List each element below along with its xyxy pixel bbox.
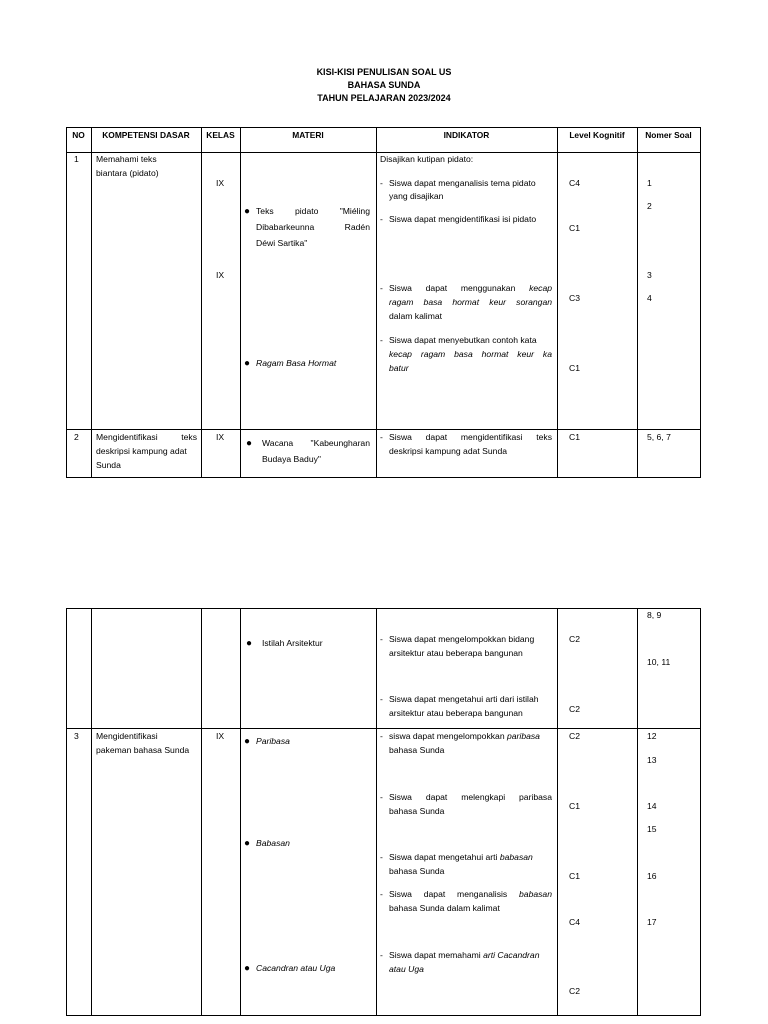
- row3-indikator-3-line1: Siswa dapat mengetahui arti babasan: [389, 852, 533, 862]
- dash-icon: -: [380, 852, 383, 862]
- row2-indikator-line2: deskripsi kampung adat Sunda: [389, 446, 508, 456]
- row2b-materi: Istilah Arsitektur: [262, 638, 323, 648]
- row1-indikator-4-line1: Siswa dapat menyebutkan contoh kata: [389, 335, 537, 345]
- row3-materi-a: Paribasa: [256, 736, 290, 746]
- dash-icon: -: [380, 889, 383, 899]
- dash-icon: -: [380, 335, 383, 345]
- row2b-nomer-2: 10, 11: [647, 657, 671, 667]
- row2-no: 2: [74, 432, 79, 442]
- row1-materi-a-line2: Dibabarkeunna Radén: [256, 222, 370, 232]
- row1-nomer-4: 4: [647, 293, 652, 303]
- row2-nomer: 5, 6, 7: [647, 432, 671, 442]
- row1-level-4: C1: [569, 363, 580, 373]
- row3-indikator-5-line1: Siswa dapat memahami arti Cacandran: [389, 950, 540, 960]
- row2b-indikator-2-line2: arsitektur atau beberapa bangunan: [389, 708, 523, 718]
- row3-level-1: C2: [569, 731, 580, 741]
- row3-nomer-1: 12: [647, 731, 657, 741]
- row2-level: C1: [569, 432, 580, 442]
- bullet-icon: ●: [246, 438, 253, 449]
- row1-kd-line2: biantara (pidato): [96, 168, 159, 178]
- dash-icon: -: [380, 283, 383, 293]
- row3-kd-line1: Mengidentifikasi: [96, 731, 158, 741]
- dash-icon: -: [380, 731, 383, 741]
- row3-indikator-4-line1: Siswa dapat menganalisis babasan: [389, 889, 552, 899]
- row2-kd-line2: deskripsi kampung adat: [96, 446, 187, 456]
- row1-indikator-intro: Disajikan kutipan pidato:: [380, 154, 474, 164]
- row1-indikator-3-line2: ragam basa hormat keur sorangan: [389, 297, 552, 307]
- document-subject: BAHASA SUNDA: [347, 80, 421, 90]
- row1-nomer-3: 3: [647, 270, 652, 280]
- dash-icon: -: [380, 432, 383, 442]
- dash-icon: -: [380, 950, 383, 960]
- row3-materi-b: Babasan: [256, 838, 290, 848]
- bullet-icon: ●: [244, 206, 251, 217]
- bullet-icon: ●: [244, 838, 251, 849]
- row3-indikator-4-line2: bahasa Sunda dalam kalimat: [389, 903, 500, 913]
- header-kelas: KELAS: [206, 130, 235, 140]
- row3-indikator-1-line2: bahasa Sunda: [389, 745, 445, 755]
- header-kompetensi-dasar: KOMPETENSI DASAR: [102, 130, 190, 140]
- row3-nomer-4: 15: [647, 824, 657, 834]
- row2-indikator-line1: Siswa dapat mengidentifikasi teks: [389, 432, 552, 442]
- row1-level-3: C3: [569, 293, 580, 303]
- row1-indikator-1-line1: Siswa dapat menganalisis tema pidato: [389, 178, 536, 188]
- document-year: TAHUN PELAJARAN 2023/2024: [317, 93, 451, 103]
- bullet-icon: ●: [244, 963, 251, 974]
- row1-kelas-a: IX: [216, 178, 225, 188]
- row2b-level-2: C2: [569, 704, 580, 714]
- row2-materi-line1: Wacana "Kabeungharan: [262, 438, 370, 448]
- bullet-icon: ●: [244, 358, 251, 369]
- dash-icon: -: [380, 792, 383, 802]
- row1-level-2: C1: [569, 223, 580, 233]
- row1-no: 1: [74, 154, 79, 164]
- row3-indikator-1-line1: siswa dapat mengelompokkan paribasa: [389, 731, 540, 741]
- row3-nomer-2: 13: [647, 755, 657, 765]
- row1-kd-line1: Memahami teks: [96, 154, 157, 164]
- row1-level-1: C4: [569, 178, 580, 188]
- row1-nomer-1: 1: [647, 178, 652, 188]
- dash-icon: -: [380, 178, 383, 188]
- row2-materi-line2: Budaya Baduy": [262, 454, 321, 464]
- header-nomer-soal: Nomer Soal: [645, 130, 692, 140]
- row1-indikator-3-line3: dalam kalimat: [389, 311, 443, 321]
- document-title: KISI-KISI PENULISAN SOAL US: [316, 67, 452, 77]
- row1-materi-a-line1: Teks pidato "Miéling: [256, 206, 370, 216]
- row2-kelas: IX: [216, 432, 225, 442]
- row3-nomer-6: 17: [647, 917, 657, 927]
- header-indikator: INDIKATOR: [443, 130, 490, 140]
- header-materi: MATERI: [292, 130, 324, 140]
- row2-kd-line1: Mengidentifikasi teks: [96, 432, 197, 442]
- row3-indikator-3-line2: bahasa Sunda: [389, 866, 445, 876]
- bullet-icon: ●: [246, 638, 253, 649]
- row1-kelas-b: IX: [216, 270, 225, 280]
- header-level-kognitif: Level Kognitif: [569, 130, 625, 140]
- dash-icon: -: [380, 214, 383, 224]
- row2b-indikator-1-line2: arsitektur atau beberapa bangunan: [389, 648, 523, 658]
- row3-level-4: C4: [569, 917, 580, 927]
- row3-level-3: C1: [569, 871, 580, 881]
- row3-nomer-3: 14: [647, 801, 657, 811]
- row3-kelas: IX: [216, 731, 225, 741]
- dash-icon: -: [380, 694, 383, 704]
- row1-materi-b: Ragam Basa Hormat: [256, 358, 337, 368]
- row1-indikator-4-line2: kecap ragam basa hormat keur ka: [389, 349, 552, 359]
- row3-nomer-5: 16: [647, 871, 657, 881]
- row1-indikator-2: Siswa dapat mengidentifikasi isi pidato: [389, 214, 537, 224]
- row1-materi-a-line3: Déwi Sartika": [256, 238, 308, 248]
- row3-indikator-2-line1: Siswa dapat melengkapi paribasa: [389, 792, 552, 802]
- row1-indikator-1-line2: yang disajikan: [389, 191, 444, 201]
- row2b-indikator-1-line1: Siswa dapat mengelompokkan bidang: [389, 634, 535, 644]
- row2-kd-line3: Sunda: [96, 460, 121, 470]
- row1-indikator-3-line1: Siswa dapat menggunakan kecap: [389, 283, 553, 293]
- header-no: NO: [72, 130, 85, 140]
- row3-kd-line2: pakeman bahasa Sunda: [96, 745, 190, 755]
- row3-indikator-2-line2: bahasa Sunda: [389, 806, 445, 816]
- row2b-level-1: C2: [569, 634, 580, 644]
- row3-indikator-5-line2: atau Uga: [389, 964, 424, 974]
- row3-level-5: C2: [569, 986, 580, 996]
- row1-indikator-4-line3: batur: [389, 363, 409, 373]
- row1-nomer-2: 2: [647, 201, 652, 211]
- row3-no: 3: [74, 731, 79, 741]
- row2b-indikator-2-line1: Siswa dapat mengetahui arti dari istilah: [389, 694, 539, 704]
- row3-materi-c: Cacandran atau Uga: [256, 963, 336, 973]
- bullet-icon: ●: [244, 736, 251, 747]
- row2b-nomer-top: 8, 9: [647, 610, 662, 620]
- row3-level-2: C1: [569, 801, 580, 811]
- dash-icon: -: [380, 634, 383, 644]
